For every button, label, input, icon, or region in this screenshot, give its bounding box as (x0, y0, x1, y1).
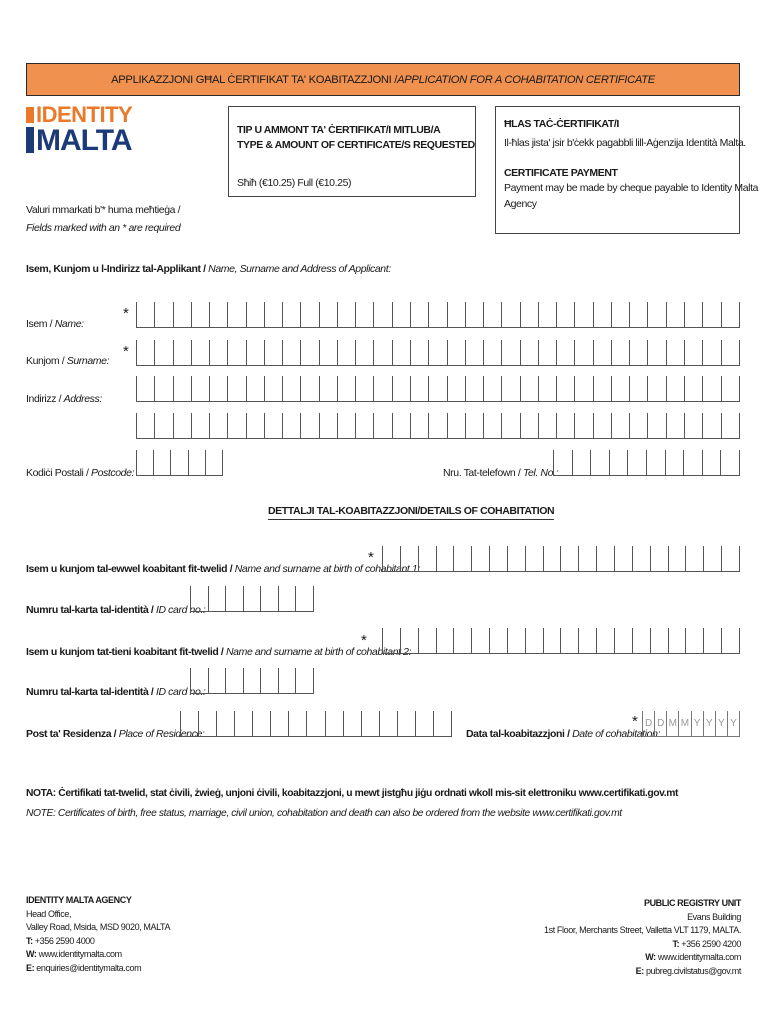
char-cell[interactable] (380, 711, 398, 736)
char-cell[interactable] (210, 302, 228, 327)
char-cell[interactable] (508, 546, 526, 571)
char-cell[interactable] (703, 302, 721, 327)
address-input-line-2[interactable] (136, 413, 740, 439)
char-cell[interactable] (686, 628, 704, 653)
char-cell[interactable] (228, 413, 246, 438)
char-cell[interactable] (579, 546, 597, 571)
char-cell[interactable] (579, 628, 597, 653)
char-cell[interactable] (155, 340, 173, 365)
char-cell[interactable] (575, 376, 593, 401)
char-cell[interactable] (703, 450, 722, 475)
footer-right-phone: T: +356 2590 4200 (672, 938, 741, 949)
char-cell[interactable] (612, 413, 630, 438)
char-cell[interactable] (721, 450, 740, 475)
char-cell[interactable] (448, 413, 466, 438)
char-cell[interactable] (466, 413, 484, 438)
char-cell[interactable] (448, 376, 466, 401)
char-cell[interactable] (419, 628, 437, 653)
char-cell[interactable] (206, 450, 223, 475)
date-cell[interactable]: M (667, 711, 679, 736)
char-cell[interactable] (374, 340, 392, 365)
char-cell[interactable] (137, 302, 155, 327)
char-cell[interactable] (557, 413, 575, 438)
char-cell[interactable] (155, 302, 173, 327)
char-cell[interactable] (247, 340, 265, 365)
char-cell[interactable] (628, 450, 647, 475)
char-cell[interactable] (338, 340, 356, 365)
char-cell[interactable] (648, 340, 666, 365)
char-cell[interactable] (209, 668, 227, 693)
char-cell[interactable] (320, 376, 338, 401)
char-cell[interactable] (301, 302, 319, 327)
payment-box (495, 106, 759, 234)
char-cell[interactable] (155, 376, 173, 401)
char-cell[interactable] (210, 413, 228, 438)
char-cell[interactable] (320, 302, 338, 327)
identity-malta-logo-bottom: MALTA (26, 126, 132, 156)
char-cell[interactable] (374, 413, 392, 438)
char-cell[interactable] (573, 450, 592, 475)
char-cell[interactable] (448, 340, 466, 365)
char-cell[interactable] (630, 302, 648, 327)
char-cell[interactable] (539, 376, 557, 401)
payment-title-en: CERTIFICATE PAYMENT (504, 167, 618, 179)
date-cell[interactable]: Y (704, 711, 716, 736)
char-cell[interactable] (393, 376, 411, 401)
char-cell[interactable] (722, 340, 740, 365)
char-cell[interactable] (615, 546, 633, 571)
footer-right-name: PUBLIC REGISTRY UNIT (643, 898, 741, 908)
char-cell[interactable] (490, 546, 508, 571)
char-cell[interactable] (356, 376, 374, 401)
date-cell[interactable]: Y (692, 711, 704, 736)
footer-left-phone: T: +356 2590 4000 (26, 935, 95, 946)
char-cell[interactable] (338, 413, 356, 438)
char-cell[interactable] (722, 546, 740, 571)
char-cell[interactable] (539, 413, 557, 438)
char-cell[interactable] (174, 376, 192, 401)
char-cell[interactable] (594, 376, 612, 401)
char-cell[interactable] (429, 302, 447, 327)
address-label: Indirizz / Address: (26, 393, 102, 405)
char-cell[interactable] (174, 302, 192, 327)
note-en: NOTE: Certificates of birth, free status, marriage, civil union, cohabitation and death can also be ordered from the website www.certifikati.gov.mt (26, 808, 622, 819)
char-cell[interactable] (526, 628, 544, 653)
footer-left-web[interactable]: W: www.identitymalta.com (26, 949, 122, 959)
char-cell[interactable] (667, 340, 685, 365)
cohabitant-1-name-input[interactable] (382, 546, 740, 572)
id-card-1-label: Numru tal-karta tal-identità / ID card no.: (26, 604, 206, 616)
required-note-mt: Valuri mmarkati b'* huma meħtieġa / (26, 204, 181, 216)
char-cell[interactable] (429, 413, 447, 438)
cohabitation-section-title: DETTALJI TAL-KOABITAZZJONI/DETAILS OF COHABITATION (268, 505, 554, 520)
char-cell[interactable] (174, 340, 192, 365)
char-cell[interactable] (181, 711, 199, 736)
char-cell[interactable] (283, 413, 301, 438)
type-options[interactable]: Sħiħ (€10.25) Full (€10.25) (237, 177, 352, 189)
form-title-banner (26, 63, 740, 96)
char-cell[interactable] (301, 376, 319, 401)
char-cell[interactable] (472, 546, 490, 571)
date-cell[interactable]: M (679, 711, 691, 736)
char-cell[interactable] (667, 376, 685, 401)
char-cell[interactable] (437, 546, 455, 571)
char-cell[interactable] (393, 340, 411, 365)
char-cell[interactable] (704, 546, 722, 571)
char-cell[interactable] (244, 668, 262, 693)
char-cell[interactable] (209, 586, 227, 611)
date-label: Data tal-koabitazzjoni / Date of cohabitation: (466, 728, 661, 740)
cohabitant-1-required-star: * (368, 549, 374, 566)
char-cell[interactable] (338, 376, 356, 401)
char-cell[interactable] (261, 668, 279, 693)
char-cell[interactable] (244, 586, 262, 611)
address-input-line-1[interactable] (136, 376, 740, 402)
char-cell[interactable] (502, 302, 520, 327)
char-cell[interactable] (356, 340, 374, 365)
char-cell[interactable] (137, 340, 155, 365)
char-cell[interactable] (301, 340, 319, 365)
id-card-2-input[interactable] (190, 668, 314, 694)
footer-right-web[interactable]: W: www.identitymalta.com (645, 952, 741, 962)
char-cell[interactable] (651, 546, 669, 571)
char-cell[interactable] (398, 711, 416, 736)
char-cell[interactable] (704, 628, 722, 653)
postcode-label: Kodiċi Postali / Postcode: (26, 467, 135, 479)
char-cell[interactable] (393, 302, 411, 327)
residence-label: Post ta' Residenza / Place of Residence: (26, 728, 205, 740)
char-cell[interactable] (383, 546, 401, 571)
char-cell[interactable] (575, 302, 593, 327)
char-cell[interactable] (265, 302, 283, 327)
footer-left-line-1: Head Office, (26, 908, 72, 919)
footer-left-line-2: Valley Road, Msida, MSD 9020, MALTA (26, 922, 171, 932)
char-cell[interactable] (591, 450, 610, 475)
char-cell[interactable] (393, 413, 411, 438)
char-cell[interactable] (261, 586, 279, 611)
char-cell[interactable] (326, 711, 344, 736)
char-cell[interactable] (703, 376, 721, 401)
payment-text-en-1: Payment may be made by cheque payable to Identity Malta (504, 182, 759, 194)
char-cell[interactable] (155, 413, 173, 438)
char-cell[interactable] (226, 586, 244, 611)
char-cell[interactable] (301, 413, 319, 438)
postcode-input[interactable] (136, 450, 223, 476)
char-cell[interactable] (217, 711, 235, 736)
type-title-mt: TIP U AMMONT TA' ĊERTIFIKAT/I MITLUB/A (237, 124, 441, 136)
payment-text-mt: Il-ħlas jista' jsir b'ċekk pagabbli lill-Aġenzija Identità Malta. (504, 137, 746, 149)
char-cell[interactable] (154, 450, 171, 475)
char-cell[interactable] (228, 302, 246, 327)
char-cell[interactable] (466, 302, 484, 327)
char-cell[interactable] (289, 711, 307, 736)
char-cell[interactable] (667, 413, 685, 438)
cohabitant-2-label: Isem u kunjom tat-tieni koabitant fit-twelid / Name and surname at birth of cohabitant 2: (26, 646, 412, 658)
char-cell[interactable] (647, 450, 666, 475)
char-cell[interactable] (189, 450, 206, 475)
char-cell[interactable] (401, 546, 419, 571)
char-cell[interactable] (226, 668, 244, 693)
char-cell[interactable] (648, 376, 666, 401)
surname-label: Kunjom / Surname: (26, 355, 110, 367)
char-cell[interactable] (307, 711, 325, 736)
certificate-type-box (228, 106, 476, 197)
char-cell[interactable] (557, 340, 575, 365)
char-cell[interactable] (554, 450, 573, 475)
char-cell[interactable] (191, 586, 209, 611)
char-cell[interactable] (253, 711, 271, 736)
char-cell[interactable] (283, 340, 301, 365)
char-cell[interactable] (192, 302, 210, 327)
char-cell[interactable] (228, 340, 246, 365)
char-cell[interactable] (466, 340, 484, 365)
char-cell[interactable] (416, 711, 434, 736)
char-cell[interactable] (521, 413, 539, 438)
cohabitant-2-name-input[interactable] (382, 628, 740, 654)
surname-required-star: * (123, 343, 129, 360)
char-cell[interactable] (466, 376, 484, 401)
char-cell[interactable] (296, 668, 314, 693)
char-cell[interactable] (561, 546, 579, 571)
char-cell[interactable] (651, 628, 669, 653)
date-cell[interactable]: Y (728, 711, 740, 736)
name-required-star: * (123, 305, 129, 322)
char-cell[interactable] (666, 450, 685, 475)
date-cell[interactable]: D (655, 711, 667, 736)
char-cell[interactable] (544, 628, 562, 653)
cohabitant-2-required-star: * (361, 632, 367, 649)
id-card-1-input[interactable] (190, 586, 314, 612)
char-cell[interactable] (235, 711, 253, 736)
char-cell[interactable] (344, 711, 362, 736)
char-cell[interactable] (419, 546, 437, 571)
char-cell[interactable] (265, 340, 283, 365)
char-cell[interactable] (633, 628, 651, 653)
date-of-cohabitation-input[interactable] (642, 711, 740, 737)
char-cell[interactable] (610, 450, 629, 475)
footer-right-line-1: Evans Building (687, 911, 741, 922)
cohabitant-1-label: Isem u kunjom tal-ewwel koabitant fit-twelid / Name and surname at birth of cohabitant 1: (26, 563, 420, 575)
char-cell[interactable] (192, 376, 210, 401)
char-cell[interactable] (191, 668, 209, 693)
char-cell[interactable] (484, 376, 502, 401)
date-required-star: * (632, 713, 638, 730)
footer-public-registry (544, 897, 741, 978)
char-cell[interactable] (561, 628, 579, 653)
footer-identity-malta (26, 894, 170, 975)
char-cell[interactable] (137, 450, 154, 475)
char-cell[interactable] (192, 413, 210, 438)
char-cell[interactable] (502, 376, 520, 401)
char-cell[interactable] (454, 628, 472, 653)
char-cell[interactable] (429, 376, 447, 401)
char-cell[interactable] (722, 628, 740, 653)
footer-right-email[interactable]: E: pubreg.civilstatus@gov.mt (635, 965, 741, 976)
char-cell[interactable] (265, 376, 283, 401)
char-cell[interactable] (597, 546, 615, 571)
char-cell[interactable] (667, 302, 685, 327)
char-cell[interactable] (484, 302, 502, 327)
char-cell[interactable] (137, 376, 155, 401)
tel-label: Nru. Tat-telefown / Tel. No.: (443, 467, 559, 479)
char-cell[interactable] (228, 376, 246, 401)
char-cell[interactable] (411, 340, 429, 365)
char-cell[interactable] (437, 628, 455, 653)
applicant-heading: Isem, Kunjom u l-Indirizz tal-Applikant / Name, Surname and Address of Applicant: (26, 263, 391, 275)
char-cell[interactable] (502, 340, 520, 365)
char-cell[interactable] (192, 340, 210, 365)
footer-left-name: IDENTITY MALTA AGENCY (26, 895, 132, 905)
char-cell[interactable] (648, 302, 666, 327)
char-cell[interactable] (296, 586, 314, 611)
date-cell[interactable]: Y (716, 711, 728, 736)
footer-right-line-2: 1st Floor, Merchants Street, Valletta VLT 1179, MALTA. (544, 925, 741, 935)
char-cell[interactable] (472, 628, 490, 653)
char-cell[interactable] (722, 376, 740, 401)
required-note-en: Fields marked with an * are required (26, 222, 181, 234)
char-cell[interactable] (539, 340, 557, 365)
char-cell[interactable] (526, 546, 544, 571)
char-cell[interactable] (597, 628, 615, 653)
note-mt: NOTA: Ċertifikati tat-twelid, stat ċivili, żwieġ, unjoni ċivili, koabitazzjoni, u mewt jistgħu jiġu ordnati wkoll mis-sit elettroniku www.certifikati.gov.mt (26, 788, 678, 799)
char-cell[interactable] (685, 413, 703, 438)
surname-input[interactable] (136, 340, 740, 366)
name-label: Isem / Name: (26, 318, 84, 330)
char-cell[interactable] (544, 546, 562, 571)
char-cell[interactable] (630, 413, 648, 438)
identity-malta-logo-top: IDENTITY (26, 104, 132, 126)
char-cell[interactable] (454, 546, 472, 571)
char-cell[interactable] (648, 413, 666, 438)
char-cell[interactable] (539, 302, 557, 327)
char-cell[interactable] (383, 628, 401, 653)
char-cell[interactable] (283, 302, 301, 327)
char-cell[interactable] (685, 376, 703, 401)
footer-left-email[interactable]: E: enquiries@identitymalta.com (26, 962, 142, 973)
char-cell[interactable] (630, 340, 648, 365)
char-cell[interactable] (669, 546, 687, 571)
char-cell[interactable] (279, 668, 297, 693)
char-cell[interactable] (401, 628, 419, 653)
char-cell[interactable] (594, 340, 612, 365)
char-cell[interactable] (171, 450, 188, 475)
char-cell[interactable] (484, 413, 502, 438)
char-cell[interactable] (429, 340, 447, 365)
residence-input[interactable] (180, 711, 452, 737)
type-title-en: TYPE & AMOUNT OF CERTIFICATE/S REQUESTED (237, 139, 475, 151)
char-cell[interactable] (685, 302, 703, 327)
char-cell[interactable] (615, 628, 633, 653)
char-cell[interactable] (521, 302, 539, 327)
form-title-mt: APPLIKAZZJONI GĦAL ĊERTIFIKAT TA' KOABITAZZJONI / (111, 73, 398, 86)
char-cell[interactable] (362, 711, 380, 736)
char-cell[interactable] (356, 302, 374, 327)
char-cell[interactable] (557, 302, 575, 327)
char-cell[interactable] (502, 413, 520, 438)
char-cell[interactable] (320, 413, 338, 438)
payment-text-en-2: Agency (504, 198, 537, 210)
char-cell[interactable] (374, 302, 392, 327)
char-cell[interactable] (508, 628, 526, 653)
char-cell[interactable] (686, 546, 704, 571)
char-cell[interactable] (633, 546, 651, 571)
char-cell[interactable] (612, 376, 630, 401)
char-cell[interactable] (521, 340, 539, 365)
char-cell[interactable] (247, 302, 265, 327)
char-cell[interactable] (247, 376, 265, 401)
form-title-en: APPLICATION FOR A COHABITATION CERTIFICATE (397, 73, 655, 86)
tel-input[interactable] (553, 450, 740, 476)
char-cell[interactable] (594, 413, 612, 438)
char-cell[interactable] (271, 711, 289, 736)
char-cell[interactable] (411, 376, 429, 401)
char-cell[interactable] (320, 340, 338, 365)
char-cell[interactable] (669, 628, 687, 653)
char-cell[interactable] (612, 340, 630, 365)
id-card-2-label: Numru tal-karta tal-identità / ID card no.: (26, 686, 206, 698)
char-cell[interactable] (684, 450, 703, 475)
char-cell[interactable] (703, 340, 721, 365)
char-cell[interactable] (356, 413, 374, 438)
char-cell[interactable] (722, 302, 740, 327)
char-cell[interactable] (247, 413, 265, 438)
date-cell[interactable]: D (643, 711, 655, 736)
char-cell[interactable] (411, 302, 429, 327)
char-cell[interactable] (685, 340, 703, 365)
char-cell[interactable] (199, 711, 217, 736)
char-cell[interactable] (265, 413, 283, 438)
char-cell[interactable] (434, 711, 452, 736)
char-cell[interactable] (612, 302, 630, 327)
char-cell[interactable] (630, 376, 648, 401)
char-cell[interactable] (575, 413, 593, 438)
char-cell[interactable] (374, 376, 392, 401)
char-cell[interactable] (703, 413, 721, 438)
char-cell[interactable] (411, 413, 429, 438)
char-cell[interactable] (338, 302, 356, 327)
char-cell[interactable] (594, 302, 612, 327)
char-cell[interactable] (521, 376, 539, 401)
char-cell[interactable] (283, 376, 301, 401)
char-cell[interactable] (557, 376, 575, 401)
char-cell[interactable] (137, 413, 155, 438)
char-cell[interactable] (279, 586, 297, 611)
payment-title-mt: ĦLAS TAĊ-ĊERTIFIKAT/I (504, 118, 619, 130)
name-input[interactable] (136, 302, 740, 328)
char-cell[interactable] (210, 340, 228, 365)
char-cell[interactable] (722, 413, 740, 438)
char-cell[interactable] (174, 413, 192, 438)
char-cell[interactable] (484, 340, 502, 365)
char-cell[interactable] (575, 340, 593, 365)
char-cell[interactable] (210, 376, 228, 401)
char-cell[interactable] (448, 302, 466, 327)
char-cell[interactable] (490, 628, 508, 653)
